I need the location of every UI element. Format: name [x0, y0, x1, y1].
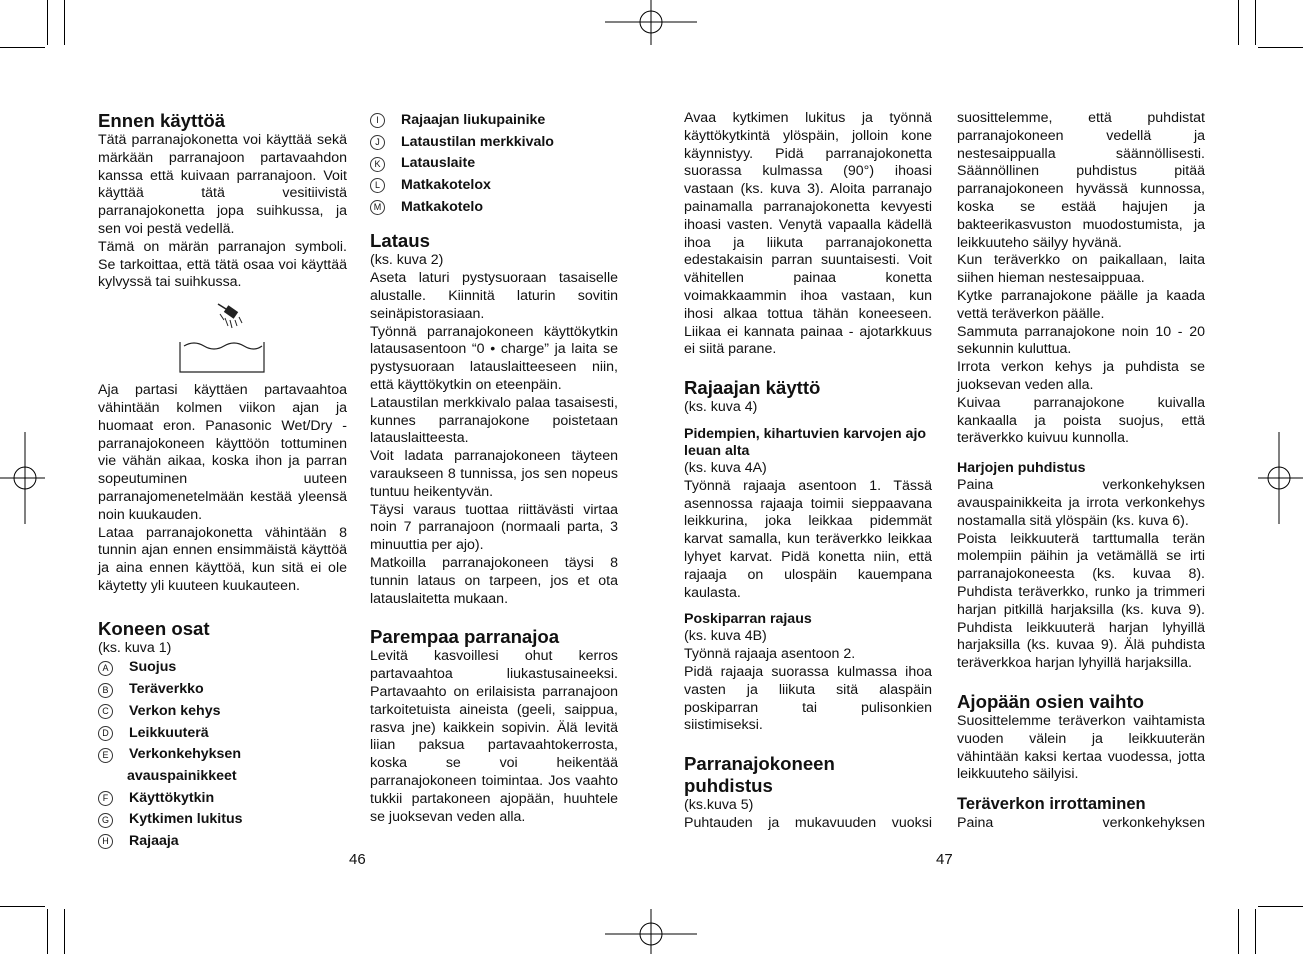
registration-mark-right	[1258, 432, 1303, 524]
circled-letter-icon: G	[98, 813, 113, 828]
page-number-right: 47	[936, 851, 953, 868]
part-label: Teräverkko	[129, 681, 204, 698]
paragraph: Levitä kasvoillesi ohut kerros partavaahtoa liukastusaineeksi. Partavaahto on erilaisista parranajoon tarkoitetuista aineista (geeli, saippua, rasva jne) kaikkein sopivin. Älä levitä liian paksua partavaahtokerrosta, koska se voi heikentää parranajokoneen toimintaa. Jos vaahto tukkii partakoneen ajopään, huuhtele se juoksevan veden alla.	[370, 648, 618, 825]
crop-mark	[0, 47, 45, 48]
circled-letter-icon: F	[98, 791, 113, 806]
paragraph: Kytke parranajokone päälle ja kaada vettä teräverkon päälle.	[957, 287, 1205, 322]
parts-list	[370, 110, 618, 218]
circled-letter-icon: D	[98, 726, 113, 741]
circled-letter-icon: C	[98, 704, 113, 719]
list-item	[98, 766, 347, 788]
paragraph: Paina verkonkehyksen	[957, 815, 1205, 832]
crop-mark	[1255, 0, 1256, 45]
part-label: Rajaaja	[129, 832, 179, 849]
paragraph: Kuivaa parranajokone kuivalla kankaalla ja poista suojus, että teräverkko kuivuu kunnolla.	[957, 394, 1205, 447]
section-heading: Koneen osat	[98, 617, 210, 639]
list-item	[98, 788, 347, 810]
list-item	[98, 809, 347, 831]
section-heading: Rajaajan käyttö	[684, 377, 821, 399]
paragraph: Tämä on märän parranajon symboli. Se tarkoittaa, että tätä osaa voi käyttää kylvyssä tai suihkussa.	[98, 238, 347, 291]
section-heading: Ennen käyttöä	[98, 110, 226, 131]
circled-letter-icon: K	[370, 157, 385, 172]
part-label: Rajaajan liukupainike	[401, 111, 546, 128]
paragraph: Työnnä rajaaja asentoon 1. Tässä asennossa rajaaja toimii sieppaavana leikkurina, joka leikkaa pidemmät karvat samalla, kun teräverkko leikkaa lyhyet karvat. Pidä konetta niin, että rajaaja on ulospäin kauempana kaulasta.	[684, 477, 932, 601]
circled-letter-icon: M	[370, 200, 385, 215]
part-label: Käyttökytkin	[129, 789, 215, 806]
paragraph: Tätä parranajokonetta voi käyttää sekä märkään parranajoon partavaahdon kanssa että kuivaan parranajoon. Voit käyttää tätä vesitiivistä parranajokonetta jopa suihkussa, ja sen voi pestä vedellä.	[98, 132, 347, 237]
section-heading: Ajopään osien vaihto	[957, 690, 1144, 712]
figure-reference: (ks. kuva 1)	[98, 639, 172, 656]
paragraph: Avaa kytkimen lukitus ja työnnä käyttökytkintä ylöspäin, jolloin kone käynnistyy. Pidä parranajokonetta suorassa kulmassa (90°) ihoasi vastaan (ks. kuva 3). Aloita parranajo painamalla parranajokonetta kevyesti ihoasi vasten. Venytä vapaalla kädellä ihoa ja liikuta parranajokonetta edestakaisin parran suuntaisesti. Voit vähitellen painaa konetta voimakkaammin ihoa vastaan, kun ihosi alkaa tottua tähän koneeseen. Liikaa ei kannata painaa - ajotarkkuus ei siitä parane.	[684, 110, 932, 358]
paragraph: Aja partasi käyttäen partavaahtoa vähintään kolmen viikon ajan ja huomaat eron. Panasonic Wet/Dry -parranajokoneen käyttöön tottuminen vie vähän aikaa, koska ihon ja parran sopeutuminen uuteen parranajomenetelmään kestää yleensä noin kuukauden.	[98, 382, 347, 523]
list-item	[370, 132, 618, 154]
section-heading: Lataus	[370, 230, 430, 252]
paragraph: Sammuta parranajokone noin 10 - 20 sekunnin kuluttua.	[957, 323, 1205, 358]
registration-mark-left	[0, 432, 45, 524]
circled-letter-icon: E	[98, 748, 113, 763]
part-label: Matkakotelox	[401, 177, 491, 193]
circled-letter-icon: J	[370, 135, 385, 150]
crop-mark	[47, 0, 48, 45]
section-heading: Teräverkon irrottaminen	[957, 795, 1146, 814]
subheading: Harjojen puhdistus	[957, 460, 1086, 477]
crop-mark	[1258, 47, 1303, 48]
part-label: Verkon kehys	[129, 702, 221, 719]
circled-letter-icon: A	[98, 661, 113, 676]
paragraph: Lataustilan merkkivalo palaa tasaisesti, kunnes parranajokone poistetaan latauslaitteesta.	[370, 394, 618, 447]
paragraph: Kun teräverkko on paikallaan, laita siihen hieman nestesaippuaa.	[957, 252, 1205, 287]
list-item	[370, 197, 618, 219]
part-label: Lataustilan merkkivalo	[401, 133, 554, 150]
list-item	[98, 679, 347, 701]
list-item	[98, 701, 347, 723]
list-item	[98, 723, 347, 745]
column-2	[370, 110, 618, 826]
paragraph: Täysi varaus tuottaa riittävästi virtaa noin 7 parranajoon (normaali parta, 3 minuuttia per ajo).	[370, 501, 618, 554]
crop-mark	[0, 906, 45, 907]
paragraph: suosittelemme, että puhdistat parranajokoneen vedellä ja nestesaippualla säännöllisesti. Säännöllinen puhdistus pitää parranajokoneen hyvässä kunnossa, koska se estää hajujen ja bakteerikasvuston muodostumista, ja leikkuuteho säilyy hyvänä.	[957, 110, 1205, 251]
paragraph: Puhtauden ja mukavuuden vuoksi	[684, 814, 932, 831]
paragraph: Matkoilla parranajokoneen täysi 8 tunnin lataus on tarpeen, jos et ota latauslaitetta mukaan.	[370, 554, 618, 607]
part-label: Kytkimen lukitus	[129, 811, 243, 828]
paragraph: Voit ladata parranajokoneen täyteen varaukseen 8 tunnissa, jos sen nopeus tuntuu heikentyvän.	[370, 448, 618, 500]
part-label: Matkakotelo	[401, 198, 483, 215]
figure-reference: (ks. kuva 4B)	[684, 628, 767, 645]
paragraph: Irrota verkon kehys ja puhdista se juoksevan veden alla.	[957, 359, 1205, 393]
list-item	[370, 175, 618, 197]
list-item	[98, 744, 347, 766]
list-item	[98, 658, 347, 680]
paragraph: Työnnä parranajokoneen käyttökytkin latausasentoon “0 • charge” ja laita se pystysuoraan latauslaitteeseen niin, että käyttökytkin on eteenpäin.	[370, 323, 618, 394]
list-item	[370, 153, 618, 175]
figure-reference: (ks. kuva 4A)	[684, 459, 767, 476]
wet-shaving-symbol-icon	[98, 300, 347, 378]
circled-letter-icon: I	[370, 113, 385, 128]
column-1	[98, 110, 347, 853]
paragraph: Pidä rajaaja suorassa kulmassa ihoa vasten ja liikuta sitä alaspäin poskiparran tai pulisonkien siistimiseksi.	[684, 663, 932, 734]
crop-mark	[1238, 909, 1239, 954]
circled-letter-icon: L	[370, 178, 385, 193]
paragraph: Aseta laturi pystysuoraan tasaiselle alustalle. Kiinnitä laturin sovitin seinäpistorasiaan.	[370, 270, 618, 322]
column-3	[684, 110, 932, 833]
part-label: Leikkuuterä	[129, 724, 209, 741]
paragraph: Poista leikkuuterä tarttumalla terän molempiin päihin ja vetämällä se irti parranajokoneesta (ks. kuvaa 8). Puhdista teräverkko, runko ja trimmeri harjan pitkillä harjaksilla (ks. kuva 9). Puhdista leikkuuterä harjan lyhyillä harjaksilla (ks. kuvaa 9). Älä puhdista teräverkkoa harjan lyhyillä harjaksilla.	[957, 530, 1205, 672]
paragraph: Työnnä rajaaja asentoon 2.	[684, 646, 856, 663]
section-heading: Parranajokoneen puhdistus	[684, 753, 835, 797]
paragraph: Suosittelemme teräverkon vaihtamista vuoden välein ja leikkuuterän vähintään kaksi kertaa vuodessa, jotta leikkuuteho säilyisi.	[957, 712, 1205, 783]
circled-letter-icon: B	[98, 683, 113, 698]
parts-list	[98, 658, 347, 853]
page-number-left: 46	[349, 851, 366, 868]
subheading: Pidempien, kihartuvien karvojen ajo leuan alta	[684, 425, 927, 459]
part-label: Latauslaite	[401, 155, 476, 172]
part-label: Verkonkehyksen	[129, 746, 241, 763]
paragraph: Lataa parranajokonetta vähintään 8 tunnin ajan ennen ensimmäistä käyttöä ja aina ennen käyttöä, kun sitä ei ole käytetty yli kuuteen kuukauteen.	[98, 524, 347, 594]
figure-reference: (ks. kuva 2)	[370, 252, 444, 269]
crop-mark	[1238, 0, 1239, 45]
part-label: Suojus	[129, 659, 177, 676]
circled-letter-icon: H	[98, 834, 113, 849]
part-label: avauspainikkeet	[127, 767, 237, 784]
subheading: Poskiparran rajaus	[684, 611, 812, 628]
crop-mark	[1255, 909, 1256, 954]
registration-mark-bottom	[605, 909, 697, 954]
figure-reference: (ks.kuva 5)	[684, 797, 754, 814]
figure-reference: (ks. kuva 4)	[684, 399, 758, 416]
paragraph: Paina verkonkehyksen avauspainikkeita ja irrota verkonkehys nostamalla sitä ylöspäin (ks. kuva 6).	[957, 477, 1205, 529]
crop-mark	[47, 909, 48, 954]
crop-mark	[64, 0, 65, 45]
crop-mark	[64, 909, 65, 954]
list-item	[98, 831, 347, 853]
section-heading: Parempaa parranajoa	[370, 626, 560, 648]
registration-mark-top	[605, 0, 697, 45]
column-4	[957, 110, 1205, 833]
crop-mark	[1258, 906, 1303, 907]
list-item	[370, 110, 618, 132]
